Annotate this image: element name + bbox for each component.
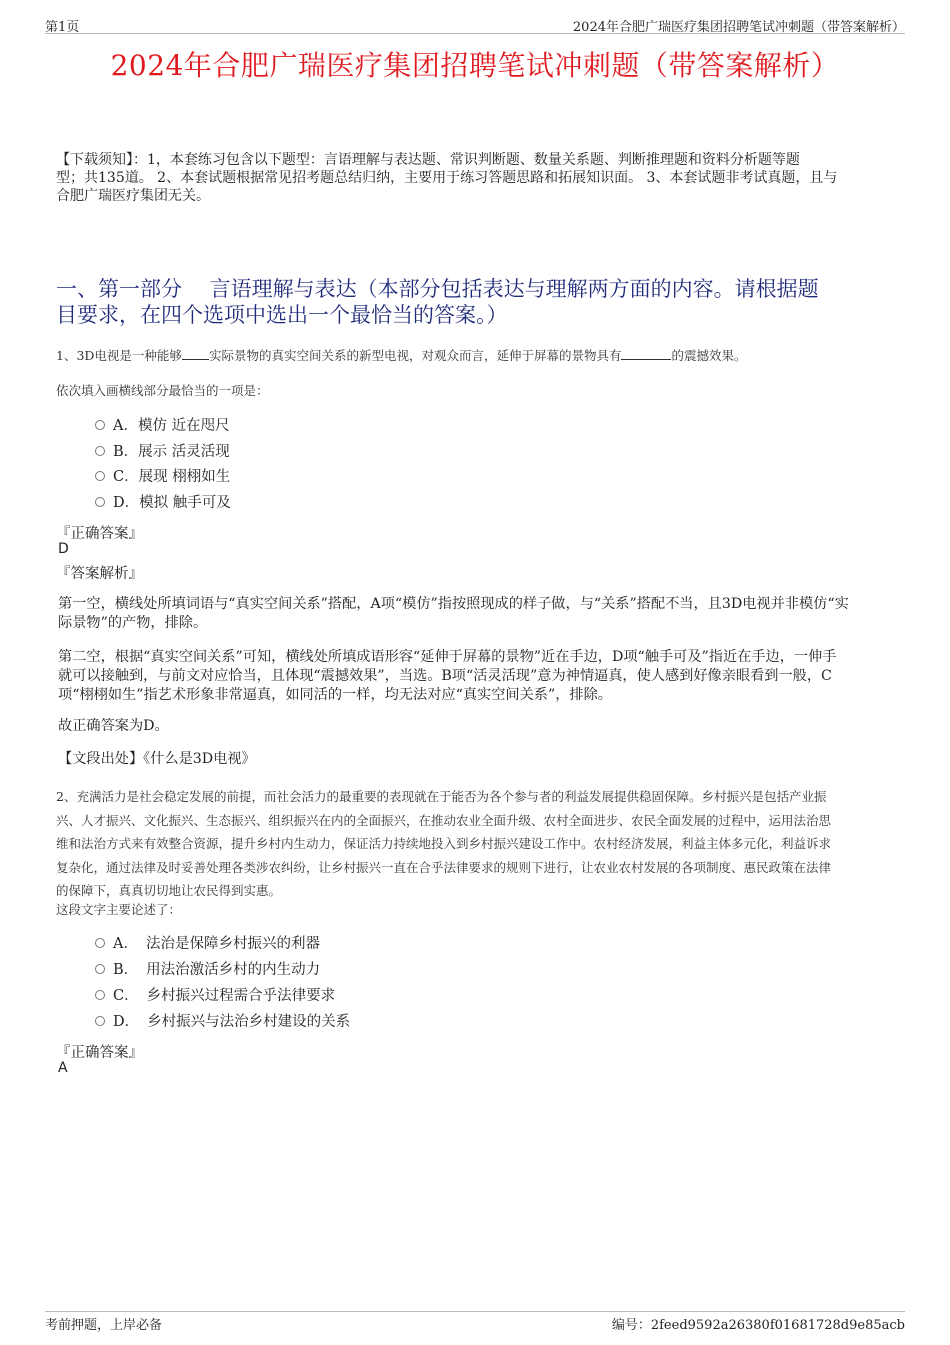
q1-conclusion: 故正确答案为D。 (58, 718, 169, 734)
radio-icon[interactable] (95, 420, 105, 430)
radio-icon[interactable] (95, 446, 105, 456)
footer-divider (45, 1311, 905, 1312)
radio-icon[interactable] (95, 990, 105, 1000)
document-title: 2024年合肥广瑞医疗集团招聘笔试冲刺题（带答案解析） (110, 49, 840, 82)
radio-icon[interactable] (95, 964, 105, 974)
radio-icon[interactable] (95, 938, 105, 948)
q1-analysis-paragraph-2: 第二空，根据“真实空间关系”可知，横线处所填成语形容“延伸于屏幕的景物”近在手边，D项“触手可及”指近在手边，一伸手 就可以接触到，与前文对应恰当，且体现“震撼效果”，当选。B项“活灵活现”意为神情逼真，使人感到好像亲眼看到一般，C 项“栩栩如生”指艺术形象非常逼真，如同活的一样，均无法对应“真实空间关系”，排除。 (58, 649, 837, 703)
q1-analysis-label: 『答案解析』 (56, 566, 143, 582)
q1-option-c[interactable]: C．展现 栩栩如生 (95, 467, 230, 487)
q1-prompt: 依次填入画横线部分最恰当的一项是： (56, 383, 269, 398)
running-header-title: 2024年合肥广瑞医疗集团招聘笔试冲刺题（带答案解析） (572, 20, 905, 35)
q2-answer: A (58, 1060, 68, 1076)
header-divider (45, 33, 905, 34)
q1-blank-2 (621, 346, 671, 360)
q1-stem: 1、3D电视是一种能够 实际景物的真实空间关系的新型电视，对观众而言，延伸于屏幕的景物具有 的震撼效果。 (56, 348, 747, 363)
q1-option-d[interactable]: D．模拟 触手可及 (95, 493, 231, 513)
q1-analysis-paragraph-1: 第一空，横线处所填词语与“真实空间关系”搭配，A项“模仿”指按照现成的样子做，与“关系”搭配不当，且3D电视并非模仿“实 际景物”的产物，排除。 (58, 596, 849, 631)
q1-blank-1 (182, 346, 209, 360)
footer-doc-id: 编号：2feed9592a26380f01681728d9e85acb (611, 1318, 905, 1333)
q2-option-a[interactable]: A． 法治是保障乡村振兴的利器 (95, 934, 320, 954)
q2-option-c[interactable]: C． 乡村振兴过程需合乎法律要求 (95, 986, 335, 1006)
radio-icon[interactable] (95, 497, 105, 507)
q1-option-a[interactable]: A．模仿 近在咫尺 (95, 416, 230, 436)
section-heading: 一、第一部分 言语理解与表达（本部分包括表达与理解两方面的内容。请根据题 目要求，在四个选项中选出一个最恰当的答案。） (56, 277, 819, 327)
radio-icon[interactable] (95, 1016, 105, 1026)
page-number: 第1页 (45, 20, 80, 35)
download-notice: 【下载须知】：1，本套练习包含以下题型：言语理解与表达题、常识判断题、数量关系题、判断推理题和资料分析题等题 型；共135道。 2、本套试题根据常见招考题总结归纳，主要用于练习答题思路和拓展知识面。 3、本套试题非考试真题，且与 合肥广瑞医疗集团无关。 (56, 152, 838, 204)
q1-source: 【文段出处】《什么是3D电视》 (58, 751, 256, 767)
radio-icon[interactable] (95, 471, 105, 481)
q1-answer-label: 『正确答案』 (56, 526, 143, 542)
q2-stem: 2、充满活力是社会稳定发展的前提，而社会活力的最重要的表现就在于能否为各个参与者的利益发展提供稳固保障。乡村振兴是包括产业振 兴、人才振兴、文化振兴、生态振兴、组织振兴在内的全面振兴，在推动农业全面升级、农村全面进步、农民全面发展的过程中，运用法治思 维和法治方式来有效整合资源，提升乡村内生动力，保证活力持续地投入到乡村振兴建设工作中。农村经济发展，利益主体多元化，利益诉求 复杂化，通过法律及时妥善处理各类涉农纠纷，让乡村振兴一直在合乎法律要求的规则下进行，让农业农村发展的各项制度、惠民政策在法律 的保障下，真真切切地让农民得到实惠。 (56, 789, 832, 898)
q2-answer-label: 『正确答案』 (56, 1045, 143, 1061)
q2-option-d[interactable]: D． 乡村振兴与法治乡村建设的关系 (95, 1012, 350, 1032)
q2-option-b[interactable]: B． 用法治激活乡村的内生动力 (95, 960, 320, 980)
q1-option-b[interactable]: B．展示 活灵活现 (95, 442, 230, 462)
footer-slogan: 考前押题，上岸必备 (45, 1318, 163, 1333)
q1-answer: D (58, 541, 69, 557)
q2-prompt: 这段文字主要论述了： (56, 902, 182, 917)
